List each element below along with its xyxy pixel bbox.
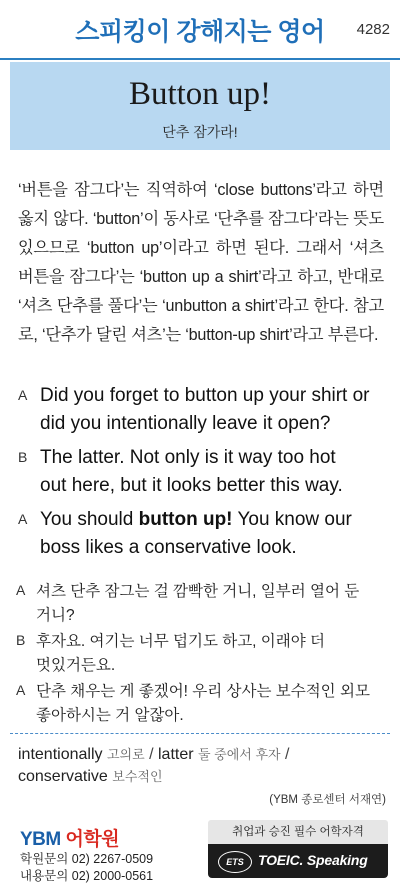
dashed-divider (10, 733, 390, 734)
issue-number: 4282 (356, 21, 390, 38)
dialog-line: boss likes a conservative look. (40, 537, 297, 558)
speaker-label: A (16, 682, 26, 698)
dialog-ko (14, 580, 390, 730)
vocab-word: latter (157, 746, 194, 763)
speaker-label: A (16, 582, 26, 598)
dialog-line (40, 506, 394, 534)
vocab-meaning: 고의로 (106, 747, 145, 762)
ad-banner (208, 844, 388, 878)
series-title: 스피킹이 강해지는 영어 (75, 18, 325, 46)
dialog-line: 셔츠 단추 잠그는 걸 깜빡한 거니, 일부러 열어 둔 (36, 583, 360, 600)
author-credit: (YBM 종로센터 서재연) (269, 794, 386, 806)
academy-phone: 학원문의 02) 2267-0509 (20, 852, 154, 866)
dialog-line: Did you forget to button up your shirt or (40, 385, 370, 406)
ybm-logo (20, 824, 119, 851)
vocab-separator: / (144, 746, 158, 763)
ets-logo-icon: ETS (218, 851, 252, 873)
dialog-line: 단추 채우는 게 좋겠어! 우리 상사는 보수적인 외모 (36, 683, 370, 700)
vocabulary-list (18, 744, 388, 788)
vocab-word: intentionally (18, 746, 103, 763)
highlighted-expression: button up! (138, 509, 233, 530)
dialog-line: 거니? (36, 607, 75, 624)
dialog-line: 좋아하시는 거 알잖아. (36, 707, 184, 724)
title-box (10, 62, 390, 150)
dialog-text: You should (40, 509, 139, 530)
toeic-speaking-ad[interactable] (208, 820, 388, 882)
dialog-text: You know our (232, 509, 352, 530)
academy-label: 어학원 (65, 829, 120, 850)
speaker-label: B (18, 449, 28, 465)
speaker-label: A (18, 387, 28, 403)
speaker-label: A (18, 511, 28, 527)
dialog-line: 후자요. 여기는 너무 덥기도 하고, 이래야 더 (36, 633, 325, 650)
vocab-word: conservative (18, 768, 108, 785)
contact-info (20, 851, 220, 885)
header (0, 0, 400, 60)
dialog-line: 멋있거든요. (36, 657, 116, 674)
ad-caption: 취업과 승진 필수 어학자격 (208, 820, 388, 844)
expression-translation: 단추 잠가라! (162, 124, 238, 140)
toeic-speaking-logo: TOEIC. Speaking (258, 852, 368, 868)
vocab-meaning: 둘 중에서 후자 (198, 747, 281, 762)
vocab-meaning: 보수적인 (112, 769, 163, 784)
dialog-line: out here, but it looks better this way. (40, 475, 343, 496)
explanation-paragraph: ‘버튼을 잠그다’는 직역하여 ‘close buttons’라고 하면 옳지 않다. ‘button’이 동사로 ‘단추를 잠그다’라는 뜻도 있으므로 ‘button up’이라고 하면 된다. 그래서 ‘셔츠 버튼을 잠그다’는 ‘button up a shirt’라고 하고, 반대로 ‘셔츠 단추를 풀다’는 ‘unbutton a shirt’라고 한다. 참고로, ‘단추가 달린 셔츠’는 ‘button-up shirt’라고 부른다. (18, 181, 384, 344)
vocab-separator: / (280, 746, 290, 763)
dialog-en-2 (14, 444, 394, 500)
dialog-en-3 (14, 506, 394, 562)
dialog-en-1 (14, 382, 394, 438)
speaker-label: B (16, 632, 26, 648)
ybm-brand: YBM (20, 829, 61, 850)
dialog-line: did you intentionally leave it open? (40, 413, 331, 434)
content-phone: 내용문의 02) 2000-0561 (20, 869, 154, 883)
expression-title: Button up! (128, 76, 272, 112)
dialog-line: The latter. Not only is it way too hot (40, 447, 336, 468)
